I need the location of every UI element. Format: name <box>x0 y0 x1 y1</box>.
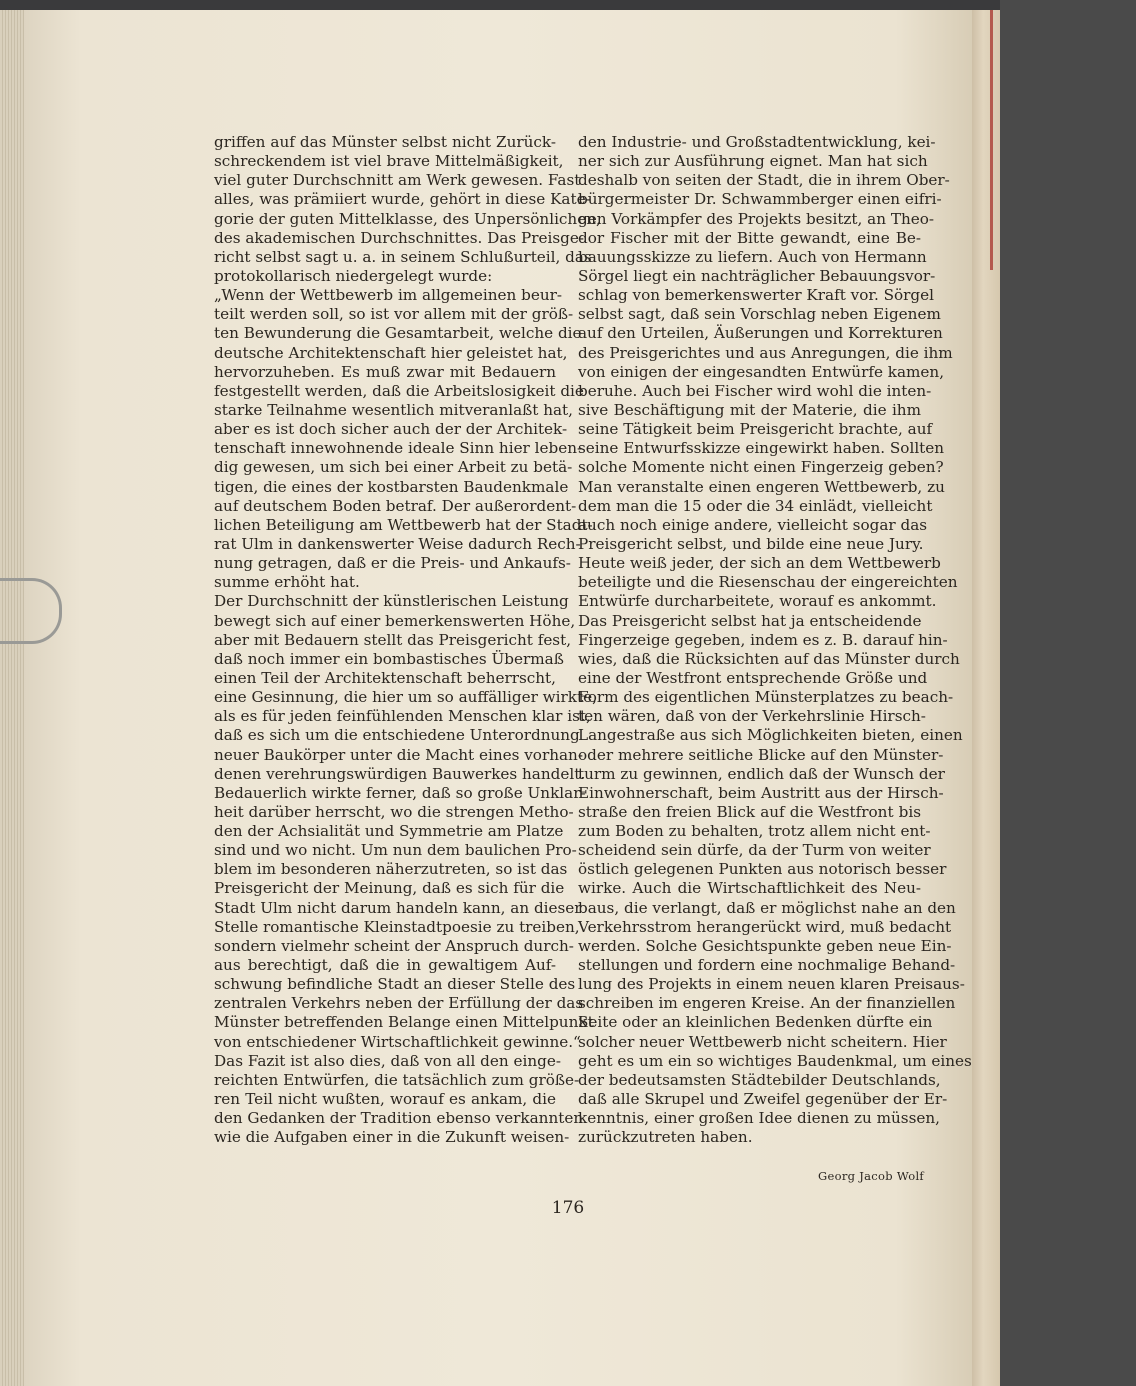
text-line: geht es um ein so wichtiges Baudenkmal, um eines <box>578 1051 972 1070</box>
text-line: protokollarisch niedergelegt wurde: <box>214 266 493 285</box>
text-line: Das Fazit ist also dies, daß von all den einge- <box>214 1051 561 1070</box>
author-signature: Georg Jacob Wolf <box>818 1169 924 1183</box>
text-line: Sörgel liegt ein nachträglicher Bebauungsvor- <box>578 266 936 285</box>
text-line: schreiben im engeren Kreise. An der finanziellen <box>578 994 956 1013</box>
text-line: aus berechtigt, daß die in gewaltigem Auf- <box>214 956 556 975</box>
text-line: des Preisgerichtes und aus Anregungen, die ihm <box>578 343 953 362</box>
text-line: Der Durchschnitt der künstlerischen Leistung <box>214 592 569 611</box>
text-line: Bedauerlich wirkte ferner, daß so große Unklar- <box>214 783 586 802</box>
text-line: ren Teil nicht wußten, worauf es ankam, die <box>214 1090 556 1109</box>
text-line: Fingerzeige gegeben, indem es z. B. darauf hin- <box>578 630 948 649</box>
text-line: aber es ist doch sicher auch der der Architek- <box>214 420 568 439</box>
text-line: starke Teilnahme wesentlich mitveranlaßt hat, <box>214 400 573 419</box>
text-line: Münster betreffenden Belange einen Mittelpunkt <box>214 1013 594 1032</box>
text-line: Stelle romantische Kleinstadtpoesie zu treiben, <box>214 917 580 936</box>
text-line: bauungsskizze zu liefern. Auch von Hermann <box>578 247 927 266</box>
text-line: dem man die 15 oder die 34 einlädt, vielleicht <box>578 496 933 515</box>
text-line: rat Ulm in dankenswerter Weise dadurch Rech- <box>214 534 581 553</box>
text-line: scheidend sein dürfe, da der Turm von weiter <box>578 841 931 860</box>
text-line: den der Achsialität und Symmetrie am Platze <box>214 822 564 841</box>
text-column-left <box>214 133 601 1147</box>
text-line: bewegt sich auf einer bemerkenswerten Höhe, <box>214 611 576 630</box>
text-line: teilt werden soll, so ist vor allem mit der größ- <box>214 305 574 324</box>
text-line: ten Bewunderung die Gesamtarbeit, welche die <box>214 324 582 343</box>
text-line: Langestraße aus sich Möglichkeiten bieten, einen <box>578 726 963 745</box>
text-line: reichten Entwürfen, die tatsächlich zum größe- <box>214 1070 580 1089</box>
text-line: Entwürfe durcharbeitete, worauf es ankommt. <box>578 592 937 611</box>
page-edge-stack <box>0 10 24 1386</box>
text-line: tenschaft innewohnende ideale Sinn hier leben- <box>214 439 583 458</box>
text-line: Preisgericht der Meinung, daß es sich für die <box>214 879 565 898</box>
text-line: neuer Baukörper unter die Macht eines vorhan- <box>214 745 583 764</box>
text-line: ner sich zur Ausführung eignet. Man hat sich <box>578 152 928 171</box>
text-line: oder mehrere seitliche Blicke auf den Münster- <box>578 745 944 764</box>
text-line: baus, die verlangt, daß er möglichst nahe an den <box>578 898 956 917</box>
text-line: von einigen der eingesandten Entwürfe kamen, <box>578 362 945 381</box>
text-line: Form des eigentlichen Münsterplatzes zu beach- <box>578 688 954 707</box>
text-line: Stadt Ulm nicht darum handeln kann, an dieser <box>214 898 582 917</box>
text-line: auf deutschem Boden betraf. Der außerordent- <box>214 496 577 515</box>
text-line: seine Entwurfsskizze eingewirkt haben. Sollten <box>578 439 945 458</box>
text-line: wies, daß die Rücksichten auf das Münster durch <box>578 649 960 668</box>
text-line: von entschiedener Wirtschaftlichkeit gewinne.“ <box>214 1032 581 1051</box>
text-line: ten wären, daß von der Verkehrslinie Hirsch- <box>578 707 926 726</box>
text-line: solche Momente nicht einen Fingerzeig geben? <box>578 458 944 477</box>
text-line: auf den Urteilen, Äußerungen und Korrekturen <box>578 324 943 343</box>
text-line: lichen Beteiligung am Wettbewerb hat der Stadt- <box>214 515 593 534</box>
text-line: gen Vorkämpfer des Projekts besitzt, an Theo- <box>578 209 935 228</box>
text-line: den Industrie- und Großstadtentwicklung, kei- <box>578 133 936 151</box>
text-line: dig gewesen, um sich bei einer Arbeit zu betä- <box>214 458 573 477</box>
text-line: bürgermeister Dr. Schwammberger einen eifri- <box>578 190 942 209</box>
text-line: daß es sich um die entschiedene Unterordnung <box>214 726 580 745</box>
text-line: richt selbst sagt u. a. in seinem Schlußurteil, das <box>214 247 592 266</box>
text-line: als es für jeden feinfühlenden Menschen klar ist, <box>214 707 591 726</box>
text-line: schreckendem ist viel brave Mittelmäßigkeit, <box>214 152 564 171</box>
text-line: Das Preisgericht selbst hat ja entscheidende <box>578 611 922 630</box>
text-line: schwung befindliche Stadt an dieser Stelle des <box>214 975 576 994</box>
text-line: werden. Solche Gesichtspunkte geben neue Ein- <box>578 936 952 955</box>
text-line: einen Teil der Architektenschaft beherrscht, <box>214 668 556 687</box>
text-line: deutsche Architektenschaft hier geleistet hat, <box>214 343 568 362</box>
text-line: Einwohnerschaft, beim Austritt aus der Hirsch- <box>578 783 944 802</box>
text-line: sind und wo nicht. Um nun dem baulichen Pro- <box>214 841 577 860</box>
text-line: selbst sagt, daß sein Vorschlag neben Eigenem <box>578 305 941 324</box>
text-line: beruhe. Auch bei Fischer wird wohl die inten- <box>578 381 932 400</box>
text-line: daß noch immer ein bombastisches Übermaß <box>214 649 564 668</box>
text-line: straße den freien Blick auf die Westfront bis <box>578 802 921 821</box>
text-line: hervorzuheben. Es muß zwar mit Bedauern <box>214 362 556 381</box>
text-line: gorie der guten Mittelklasse, des Unpersönlichen, <box>214 209 601 228</box>
text-line: östlich gelegenen Punkten aus notorisch besser <box>578 860 947 879</box>
text-line: zentralen Verkehrs neben der Erfüllung der das <box>214 994 584 1013</box>
text-line: tigen, die eines der kostbarsten Baudenkmale <box>214 477 569 496</box>
text-line: auch noch einige andere, vielleicht sogar das <box>578 515 928 534</box>
text-line: eine der Westfront entsprechende Größe und <box>578 668 928 687</box>
paper-clip-icon <box>0 578 62 644</box>
text-line: seine Tätigkeit beim Preisgericht brachte, auf <box>578 420 933 439</box>
text-line: sive Beschäftigung mit der Materie, die ihm <box>578 400 921 419</box>
text-line: summe erhöht hat. <box>214 573 360 592</box>
text-line: sondern vielmehr scheint der Anspruch durch- <box>214 936 574 955</box>
text-line: wie die Aufgaben einer in die Zukunft weisen- <box>214 1128 570 1147</box>
text-line: aber mit Bedauern stellt das Preisgericht fest, <box>214 630 572 649</box>
text-line: denen verehrungswürdigen Bauwerkes handelt. <box>214 764 586 783</box>
text-line: blem im besonderen näherzutreten, so ist das <box>214 860 568 879</box>
text-line: alles, was prämiiert wurde, gehört in diese Kate- <box>214 190 591 209</box>
text-line: beteiligte und die Riesenschau der eingereichten <box>578 573 958 592</box>
book-spine-red-edge <box>990 10 993 270</box>
text-line: viel guter Durchschnitt am Werk gewesen. Fast <box>214 171 581 190</box>
text-line: nung getragen, daß er die Preis- und Ankaufs- <box>214 554 571 573</box>
text-line: eine Gesinnung, die hier um so auffälliger wirkte, <box>214 688 597 707</box>
text-line: deshalb von seiten der Stadt, die in ihrem Ober- <box>578 171 950 190</box>
book-right-edge <box>972 10 1000 1386</box>
text-line: dor Fischer mit der Bitte gewandt, eine Be- <box>578 228 921 247</box>
text-line: solcher neuer Wettbewerb nicht scheitern. Hier <box>578 1032 947 1051</box>
text-line: der bedeutsamsten Städtebilder Deutschlands, <box>578 1070 941 1089</box>
page-number: 176 <box>551 1198 585 1218</box>
text-line: daß alle Skrupel und Zweifel gegenüber der Er- <box>578 1090 948 1109</box>
scanner-top-edge <box>0 0 1000 10</box>
text-line: den Gedanken der Tradition ebenso verkannten <box>214 1109 584 1128</box>
text-line: festgestellt werden, daß die Arbeitslosigkeit die <box>214 381 584 400</box>
text-line: lung des Projekts in einem neuen klaren Preisaus- <box>578 975 965 994</box>
text-line: zurückzutreten haben. <box>578 1128 753 1147</box>
text-line: wirke. Auch die Wirtschaftlichkeit des Neu- <box>578 879 921 898</box>
text-line: kenntnis, einer großen Idee dienen zu müssen, <box>578 1109 940 1128</box>
text-line: turm zu gewinnen, endlich daß der Wunsch der <box>578 764 945 783</box>
text-line: schlag von bemerkenswerter Kraft vor. Sörgel <box>578 286 934 305</box>
text-line: „Wenn der Wettbewerb im allgemeinen beur- <box>214 286 563 305</box>
text-line: Preisgericht selbst, und bilde eine neue Jury. <box>578 534 924 553</box>
text-line: Verkehrsstrom herangerückt wird, muß bedacht <box>578 917 952 936</box>
text-line: Seite oder an kleinlichen Bedenken dürfte ein <box>578 1013 933 1032</box>
text-line: griffen auf das Münster selbst nicht Zurück- <box>214 133 556 151</box>
text-column-right <box>578 133 972 1147</box>
text-line: heit darüber herrscht, wo die strengen Metho- <box>214 802 574 821</box>
text-line: stellungen und fordern eine nochmalige Behand- <box>578 956 956 975</box>
text-line: Heute weiß jeder, der sich an dem Wettbewerb <box>578 554 941 573</box>
text-line: Man veranstalte einen engeren Wettbewerb, zu <box>578 477 945 496</box>
text-line: zum Boden zu behalten, trotz allem nicht ent- <box>578 822 931 841</box>
text-line: des akademischen Durchschnittes. Das Preisge- <box>214 228 584 247</box>
